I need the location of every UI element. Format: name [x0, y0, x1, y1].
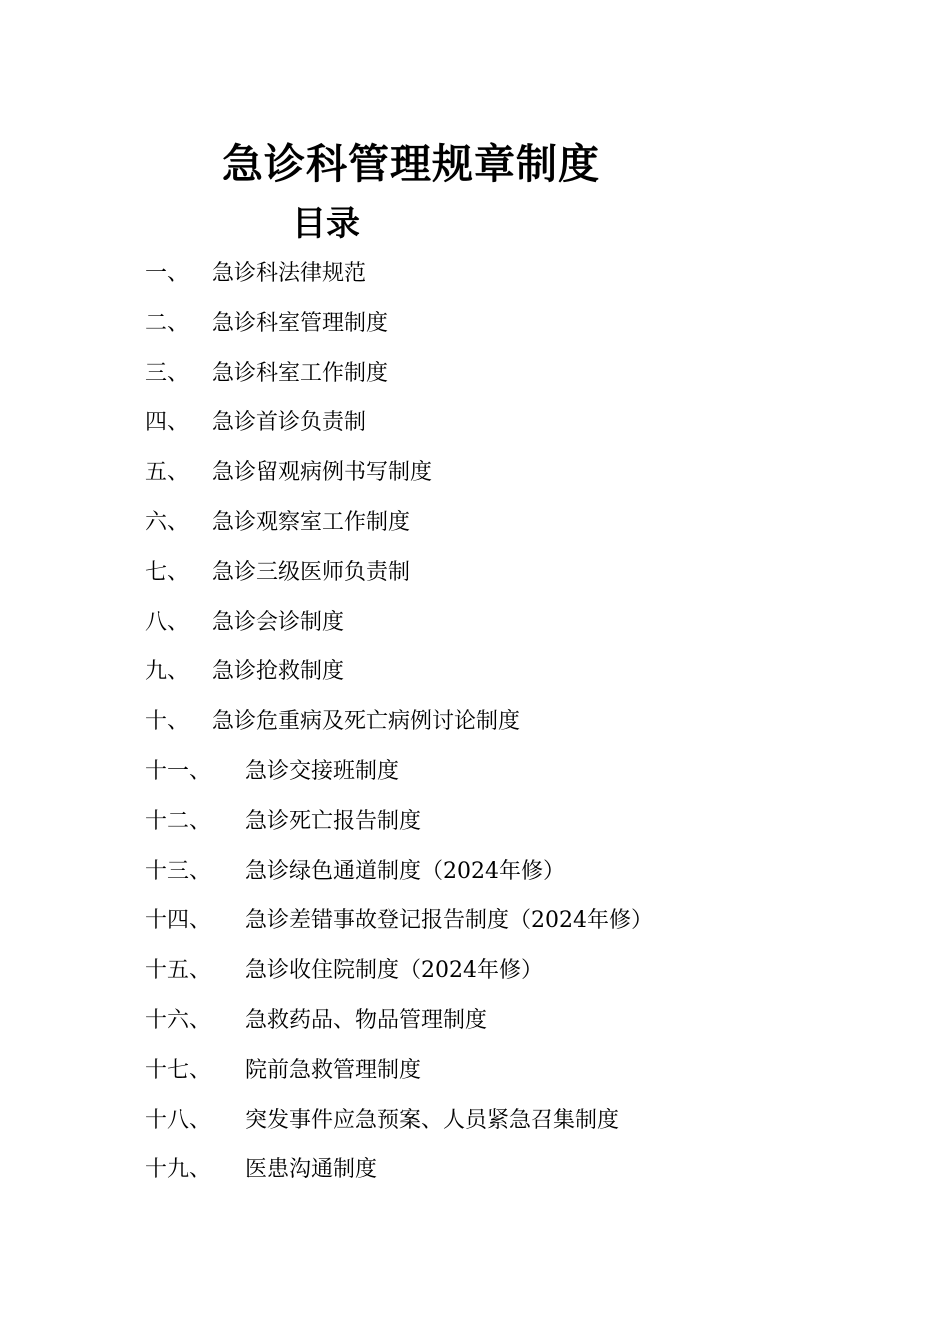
toc-item — [145, 506, 653, 556]
toc-item — [145, 357, 653, 407]
toc-item — [145, 1153, 653, 1203]
toc-item-number: 六、 — [145, 509, 190, 535]
toc-item-number: 三、 — [145, 360, 190, 386]
toc-item-number: 十四、 — [145, 908, 212, 934]
toc-item-number: 十二、 — [145, 808, 212, 834]
toc-item-label: 急诊危重病及死亡病例讨论制度 — [212, 709, 521, 735]
toc-item — [145, 755, 653, 805]
toc-item — [145, 705, 653, 755]
page-title: 急诊科管理规章制度 — [222, 140, 600, 188]
toc-item-label: 医患沟通制度 — [245, 1157, 378, 1183]
toc-item-label: 急诊科室管理制度 — [212, 310, 389, 336]
toc-item-number: 四、 — [145, 410, 190, 436]
toc-item-label: 急诊抢救制度 — [212, 659, 345, 685]
toc-heading: 目录 — [292, 204, 360, 244]
toc-item-label: 突发事件应急预案、人员紧急召集制度 — [245, 1107, 620, 1133]
toc-item-label: 急诊科法律规范 — [212, 261, 367, 286]
toc-item-number: 一、 — [145, 261, 190, 286]
toc-item-label: 急诊科室工作制度 — [212, 360, 389, 386]
toc-item-label: 急诊收住院制度（2024年修） — [245, 958, 543, 984]
toc-item — [145, 655, 653, 705]
toc-item — [145, 855, 653, 905]
toc-item-number: 十八、 — [145, 1107, 212, 1133]
toc-list — [145, 257, 653, 1203]
toc-item — [145, 904, 653, 954]
toc-item — [145, 1054, 653, 1104]
toc-item-number: 五、 — [145, 460, 190, 486]
toc-item-label: 院前急救管理制度 — [245, 1057, 422, 1083]
toc-item-label: 急诊首诊负责制 — [212, 410, 367, 436]
toc-item-label: 急诊三级医师负责制 — [212, 559, 411, 585]
toc-item-number: 十三、 — [145, 858, 212, 884]
toc-item-label: 急救药品、物品管理制度 — [245, 1007, 488, 1033]
toc-item-number: 十一、 — [145, 758, 212, 784]
toc-item — [145, 606, 653, 656]
toc-item — [145, 257, 653, 307]
toc-item — [145, 1104, 653, 1154]
toc-item — [145, 556, 653, 606]
toc-item-label: 急诊会诊制度 — [212, 609, 345, 635]
toc-item — [145, 1004, 653, 1054]
toc-item-label: 急诊死亡报告制度 — [245, 808, 422, 834]
toc-item-number: 十七、 — [145, 1057, 212, 1083]
toc-item-label: 急诊观察室工作制度 — [212, 509, 411, 535]
toc-item-label: 急诊差错事故登记报告制度（2024年修） — [245, 908, 653, 934]
toc-item-number: 十六、 — [145, 1007, 212, 1033]
toc-item-number: 十、 — [145, 709, 190, 735]
toc-item-label: 急诊绿色通道制度（2024年修） — [245, 858, 565, 884]
toc-item — [145, 307, 653, 357]
toc-item-number: 九、 — [145, 659, 190, 685]
toc-item-number: 七、 — [145, 559, 190, 585]
toc-item-number: 二、 — [145, 310, 190, 336]
toc-item — [145, 805, 653, 855]
toc-item — [145, 954, 653, 1004]
toc-item-number: 十九、 — [145, 1157, 212, 1183]
toc-item-number: 八、 — [145, 609, 190, 635]
toc-item — [145, 456, 653, 506]
toc-item-label: 急诊留观病例书写制度 — [212, 460, 433, 486]
toc-item — [145, 406, 653, 456]
toc-item-number: 十五、 — [145, 958, 212, 984]
toc-item-label: 急诊交接班制度 — [245, 758, 400, 784]
